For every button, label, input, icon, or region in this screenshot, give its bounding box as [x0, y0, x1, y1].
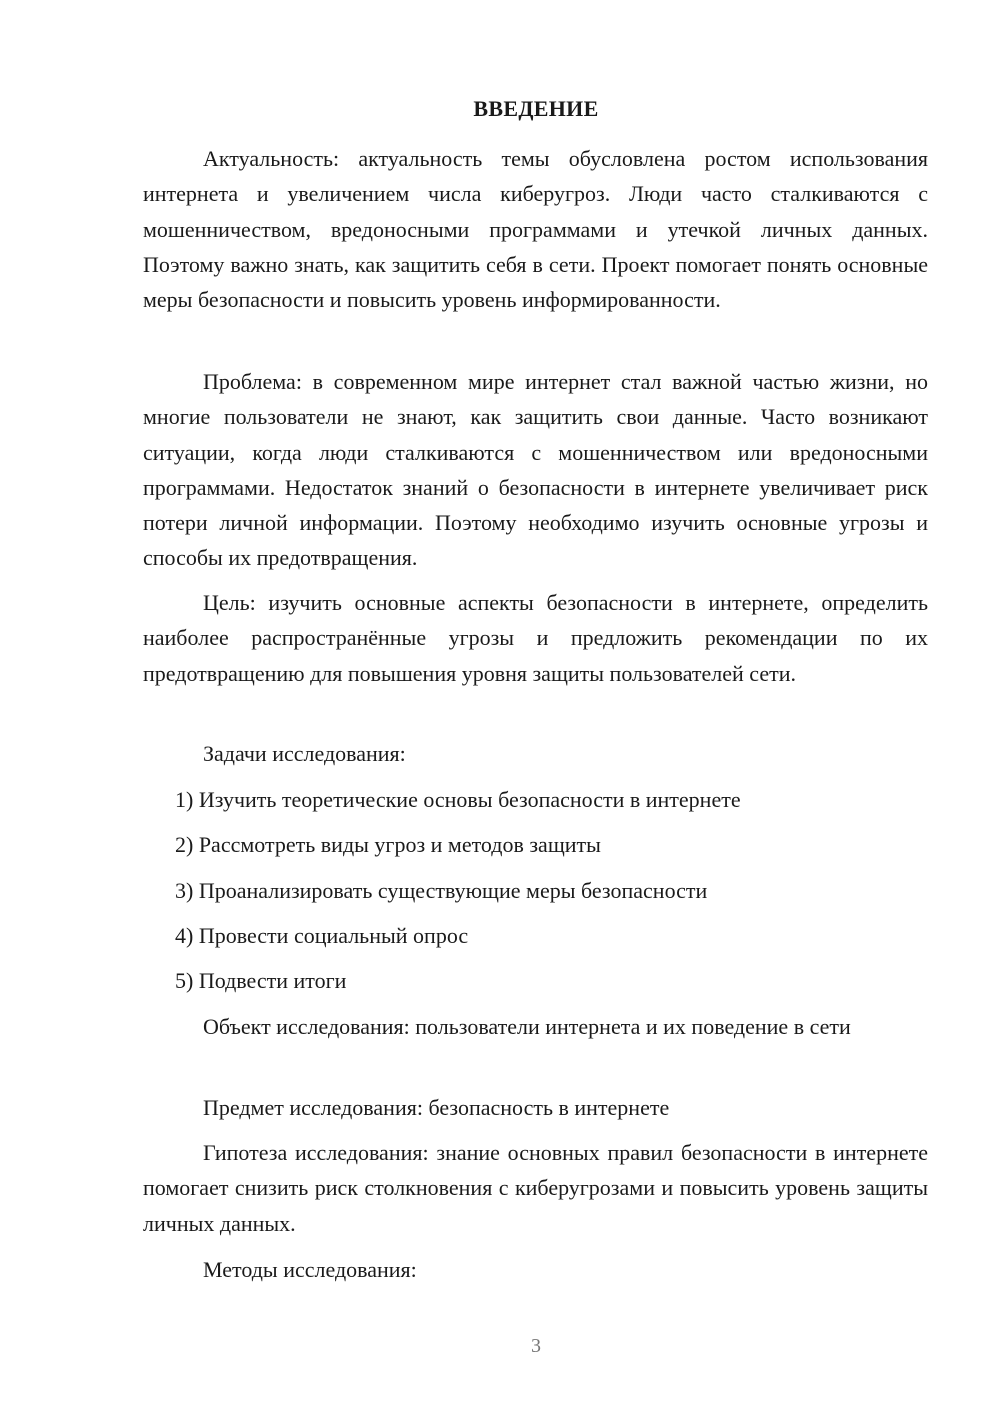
paragraph-relevance: Актуальность: актуальность темы обусловлена ростом использования интернета и увеличением числа киберугроз. Люди часто сталкиваются с мошенничеством, вредоносными программами и утечкой личных данных. Поэтому важно знать, как защитить себя в сети. Проект помогает понять основные меры безопасности и повысить уровень информированности.	[143, 146, 928, 313]
paragraph-problem: Проблема: в современном мире интернет стал важной частью жизни, но многие пользователи не знают, как защитить свои данные. Часто возникают ситуации, когда люди сталкиваются с мошенничеством или вредоносными программами. Недостаток знаний о безопасности в интернете увеличивает риск потери личной информации. Поэтому необходимо изучить основные угрозы и способы их предотвращения.	[143, 369, 928, 571]
section-heading: ВВЕДЕНИЕ	[473, 96, 599, 121]
paragraph-object: Объект исследования: пользователи интернета и их поведение в сети	[203, 1014, 851, 1039]
list-item-task-5: 5) Подвести итоги	[175, 968, 347, 993]
methods-heading: Методы исследования:	[203, 1257, 417, 1282]
list-item-task-1: 1) Изучить теоретические основы безопасности в интернете	[175, 787, 741, 812]
paragraph-hypothesis: Гипотеза исследования: знание основных правил безопасности в интернете помогает снизить риск столкновения с киберугрозами и повысить уровень защиты личных данных.	[143, 1140, 928, 1236]
list-item-task-4: 4) Провести социальный опрос	[175, 923, 469, 948]
list-item-task-3: 3) Проанализировать существующие меры безопасности	[175, 878, 708, 903]
paragraph-subject: Предмет исследования: безопасность в интернете	[203, 1095, 670, 1120]
paragraph-goal: Цель: изучить основные аспекты безопасности в интернете, определить наиболее распространённые угрозы и предложить рекомендации по их предотвращению для повышения уровня защиты пользователей сети.	[143, 590, 928, 686]
tasks-heading: Задачи исследования:	[203, 741, 406, 766]
list-item-task-2: 2) Рассмотреть виды угроз и методов защиты	[175, 832, 601, 857]
page-number: 3	[531, 1335, 541, 1357]
